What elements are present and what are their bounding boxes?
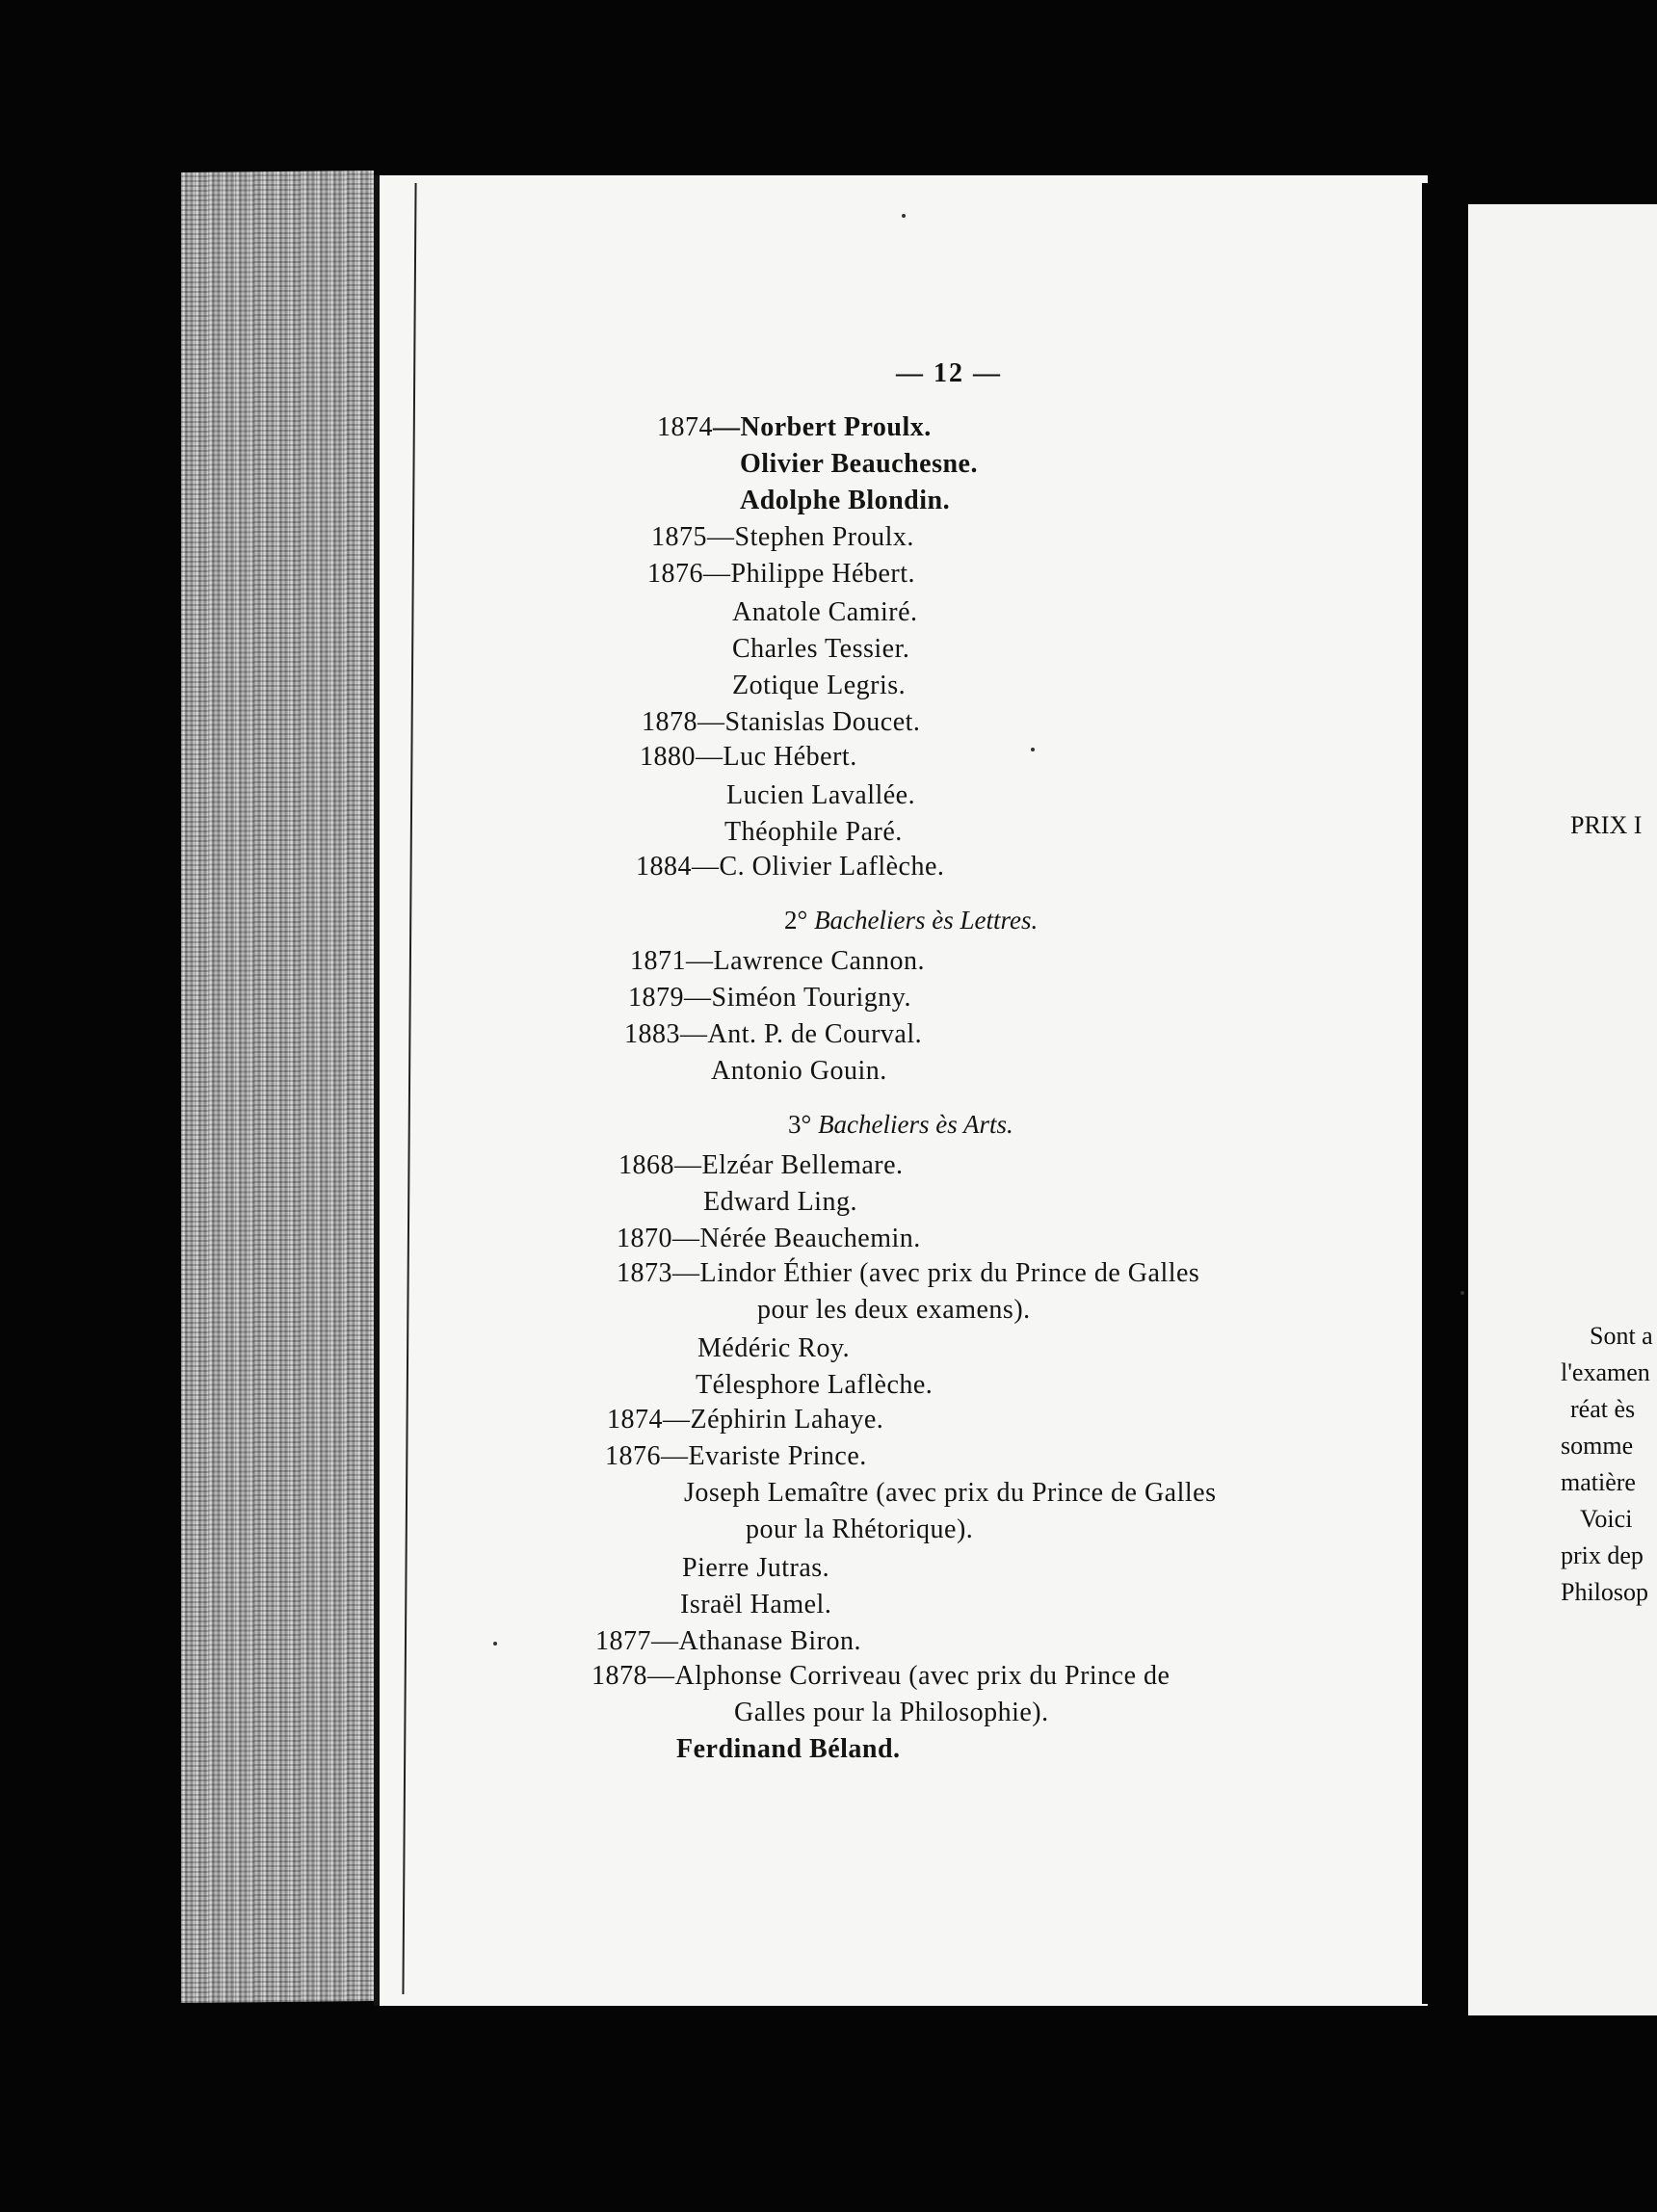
entry-line: 1884—C. Olivier Laflèche. [636, 852, 945, 882]
right-page-heading: PRIX I [1570, 811, 1643, 839]
entry-line: pour la Rhétorique). [746, 1514, 974, 1544]
right-page-line: Sont a [1590, 1322, 1653, 1350]
entry-line: Ferdinand Béland. [676, 1734, 901, 1764]
entry-line: Olivier Beauchesne. [740, 449, 978, 479]
right-page-line: Philosop [1561, 1578, 1649, 1606]
right-page-line: prix dep [1561, 1541, 1644, 1569]
entry-line: Médéric Roy. [697, 1333, 851, 1363]
entry-line: Pierre Jutras. [682, 1553, 830, 1583]
entry-line: Joseph Lemaître (avec prix du Prince de Galles [684, 1478, 1217, 1508]
entry-line: Edward Ling. [703, 1187, 857, 1217]
right-page [1468, 204, 1657, 2015]
entry-line: 1878—Alphonse Corriveau (avec prix du Prince de [592, 1661, 1170, 1691]
entry-line: Télesphore Laflèche. [696, 1370, 934, 1400]
scan-speck [1031, 748, 1035, 751]
entry-line: Antonio Gouin. [711, 1056, 887, 1086]
book-gutter [1422, 183, 1468, 2004]
entry-line: Charles Tessier. [732, 634, 910, 664]
entry-line: 1870—Nérée Beauchemin. [617, 1224, 921, 1253]
scan-speck [1460, 1291, 1464, 1295]
right-page-line: Voici [1580, 1505, 1633, 1533]
entry-line: Théophile Paré. [724, 817, 903, 847]
entry-line: 1874—Norbert Proulx. [657, 412, 932, 442]
entry-line: 1874—Zéphirin Lahaye. [607, 1405, 884, 1435]
entry-line: Adolphe Blondin. [740, 486, 951, 515]
entry-line: Lucien Lavallée. [726, 780, 916, 810]
right-page-line: somme [1561, 1432, 1634, 1460]
entry-line: 1875—Stephen Proulx. [651, 522, 914, 552]
page-number: — 12 — [896, 358, 1002, 388]
entry-line: pour les deux examens). [757, 1295, 1031, 1325]
entry-line: 1879—Siméon Tourigny. [628, 983, 911, 1013]
entry-line: 1877—Athanase Biron. [595, 1626, 861, 1656]
right-page-line: réat ès [1570, 1395, 1636, 1423]
entry-line: Anatole Camiré. [732, 597, 918, 627]
entry-line: Zotique Legris. [732, 671, 907, 700]
section-heading: 2° Bacheliers ès Lettres. [784, 906, 1039, 935]
right-page-line: l'examen [1561, 1358, 1650, 1386]
section-heading: 3° Bacheliers ès Arts. [788, 1110, 1013, 1139]
entry-line: 1876—Philippe Hébert. [647, 559, 916, 589]
scan-speck [493, 1642, 497, 1646]
book-page-edges [181, 171, 374, 2003]
entry-line: 1871—Lawrence Cannon. [630, 946, 925, 976]
scan-speck [902, 214, 906, 218]
entry-line: Israël Hamel. [680, 1590, 832, 1620]
entry-line: 1876—Evariste Prince. [605, 1441, 867, 1471]
entry-line: 1880—Luc Hébert. [640, 742, 857, 772]
entry-line: 1868—Elzéar Bellemare. [618, 1150, 904, 1180]
entry-line: 1873—Lindor Éthier (avec prix du Prince de Galles [617, 1258, 1200, 1288]
entry-line: Galles pour la Philosophie). [734, 1698, 1049, 1727]
entry-line: 1883—Ant. P. de Courval. [624, 1019, 923, 1049]
right-page-line: matière [1561, 1468, 1636, 1496]
entry-line: 1878—Stanislas Doucet. [642, 707, 921, 737]
